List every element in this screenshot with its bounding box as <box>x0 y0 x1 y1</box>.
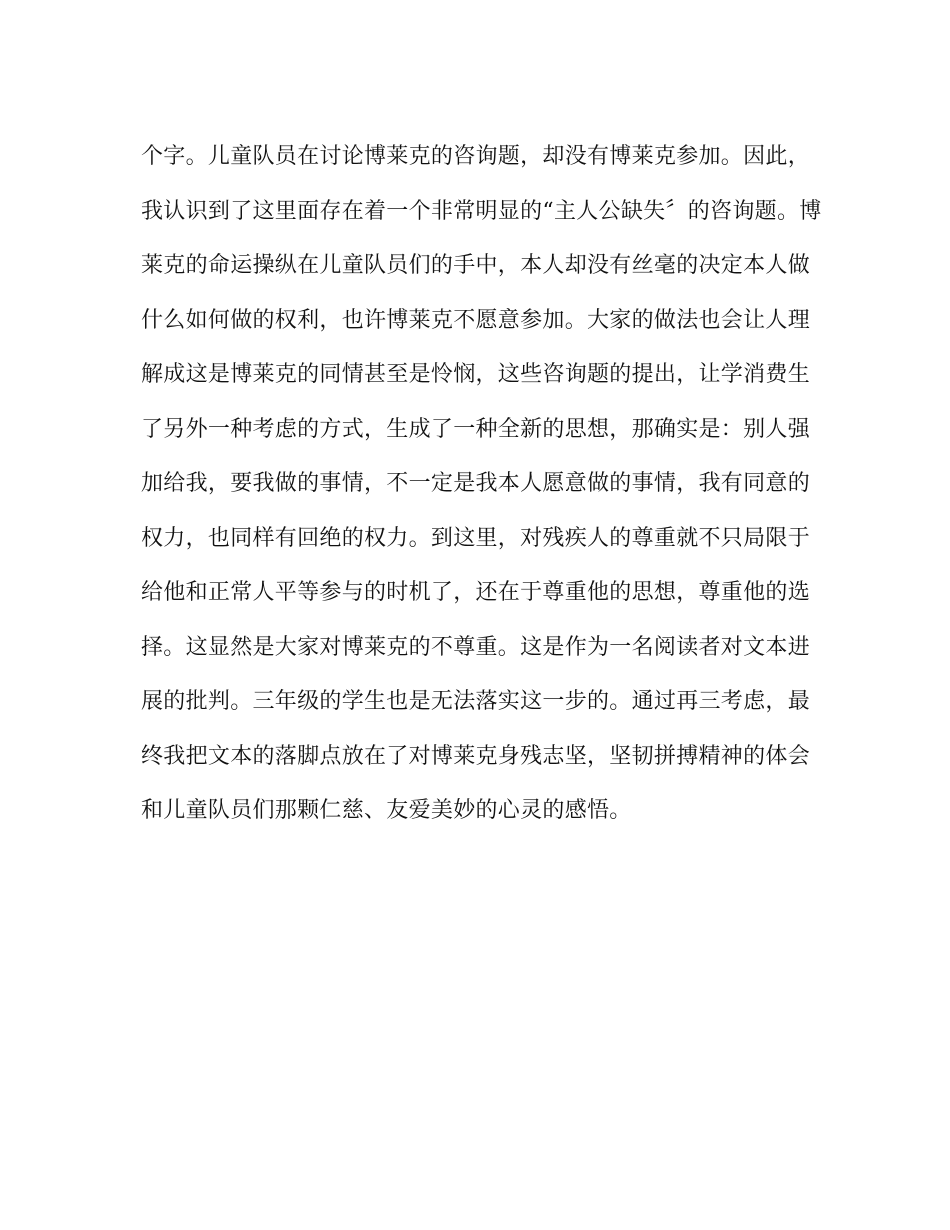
text-line-3: 莱克的命运操纵在儿童队员们的手中，本人却没有丝毫的决定本人做 <box>141 253 811 278</box>
text-line-9: 给他和正常人平等参与的时机了，还在于尊重他的思想，尊重他的选 <box>141 580 811 605</box>
text-line-2: 我认识到了这里面存在着一个非常明显的“主人公缺失〞的咨询题。博 <box>141 198 822 224</box>
text-line-10: 择。这显然是大家对博莱克的不尊重。这是作为一名阅读者对文本进 <box>141 634 811 660</box>
text-line-5: 解成这是博莱克的同情甚至是怜悯，这些咨询题的提出，让学消费生 <box>141 362 811 387</box>
text-line-6: 了另外一种考虑的方式，生成了一种全新的思想，那确实是：别人强 <box>141 416 811 442</box>
text-line-8: 权力，也同样有回绝的权力。到这里，对残疾人的尊重就不只局限于 <box>141 525 811 551</box>
text-line-1: 个字。儿童队员在讨论博莱克的咨询题，却没有博莱克参加。因此， <box>141 144 811 169</box>
text-line-4: 什么如何做的权利，也许博莱克不愿意参加。大家的做法也会让人理 <box>141 307 811 333</box>
text-line-13: 和儿童队员们那颗仁慈、友爱美妙的心灵的感悟。 <box>141 798 632 823</box>
text-line-11: 展的批判。三年级的学生也是无法落实这一步的。通过再三考虑，最 <box>141 689 811 714</box>
text-line-12: 终我把文本的落脚点放在了对博莱克身残志坚，坚韧拼搏精神的体会 <box>141 743 811 769</box>
body-paragraph <box>141 134 821 843</box>
text-line-7: 加给我，要我做的事情，不一定是我本人愿意做的事情，我有同意的 <box>141 471 811 496</box>
